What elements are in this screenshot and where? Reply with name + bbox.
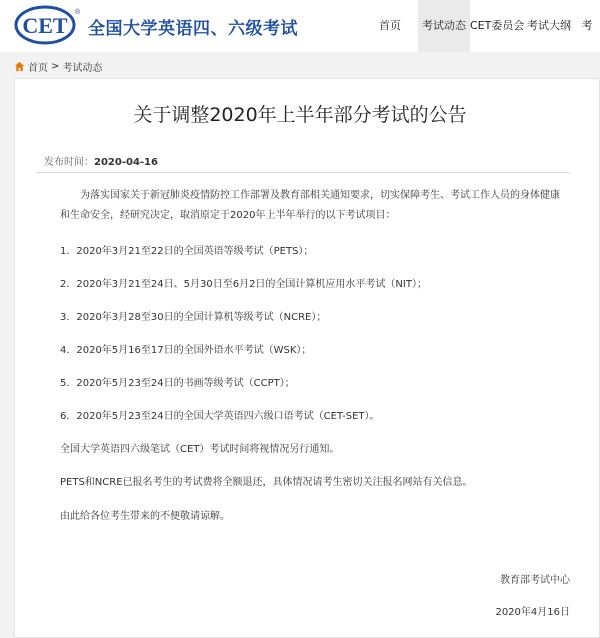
breadcrumb-home[interactable]: 首页 <box>28 63 48 74</box>
article-title: 关于调整2020年上半年部分考试的公告 <box>133 104 467 126</box>
cancelled-item-6: 6．2020年5月23至24日的全国大学英语四六级口语考试（CET-SET）。 <box>60 411 380 422</box>
signer: 教育部考试中心 <box>500 575 570 586</box>
nav-exam-news[interactable]: 考试动态 <box>418 0 470 52</box>
refund-note: PETS和NCRE已报名考生的考试费将全额退还，具体情况请考生密切关注报名网站有关信息。 <box>60 477 473 488</box>
logo-registered-mark: ® <box>75 9 80 16</box>
breadcrumb-separator: > <box>51 61 60 72</box>
cancelled-item-4: 4．2020年5月16至17日的全国外语水平考试（WSK）； <box>60 345 312 356</box>
nav-home[interactable]: 首页 <box>379 19 401 32</box>
publish-date: 2020-04-16 <box>94 157 158 168</box>
site-title: 全国大学英语四、六级考试 <box>88 19 298 39</box>
publish-label: 发布时间： <box>44 157 94 168</box>
cancelled-item-5: 5．2020年5月23至24日的书画等级考试（CCPT）； <box>60 378 295 389</box>
cancelled-item-3: 3．2020年3月28至30日的全国计算机等级考试（NCRE）； <box>60 312 327 323</box>
site-header <box>0 0 600 52</box>
cet-logo[interactable] <box>14 4 80 46</box>
cancelled-item-2: 2．2020年3月21至24日、5月30日至6月2日的全国计算机应用水平考试（NIT）； <box>60 279 427 290</box>
breadcrumb-current[interactable]: 考试动态 <box>62 63 103 74</box>
home-icon <box>14 61 25 72</box>
nav-more[interactable]: 考 <box>581 19 593 32</box>
nav-cet-committee[interactable]: CET委员会 <box>470 19 525 32</box>
publish-meta <box>44 153 158 168</box>
breadcrumb <box>14 59 102 74</box>
apology-note: 由此给各位考生带来的不便敬请谅解。 <box>60 511 230 522</box>
cancelled-item-1: 1．2020年3月21至22日的全国英语等级考试（PETS）； <box>60 246 314 257</box>
sign-date: 2020年4月16日 <box>495 607 570 618</box>
intro-paragraph: 为落实国家关于新冠肺炎疫情防控工作部署及教育部相关通知要求，切实保障考生、考试工作人员的身体健康和生命安全，经研究决定，取消原定于2020年上半年举行的以下考试项目： <box>60 190 560 221</box>
cet-note: 全国大学英语四六级笔试（CET）考试时间将视情况另行通知。 <box>60 444 340 455</box>
logo-text: CET <box>22 13 68 38</box>
title-divider <box>36 172 570 173</box>
main-nav <box>362 0 600 52</box>
nav-syllabus[interactable]: 考试大纲 <box>527 19 571 32</box>
